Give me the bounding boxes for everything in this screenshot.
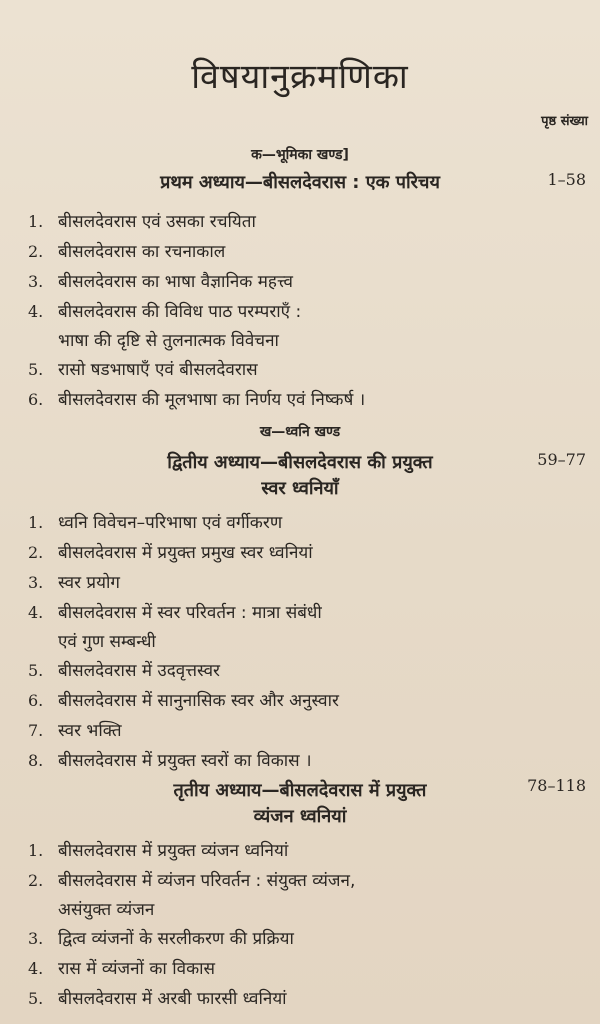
item-number: 7. <box>28 721 44 740</box>
item-text: रासो षडभाषाएँ एवं बीसलदेवरास <box>58 360 258 380</box>
page-number-column-header: पृष्ठ संख्या <box>541 114 588 129</box>
chapter-3-items <box>28 836 588 1014</box>
item-number: 8. <box>28 751 44 770</box>
chapter-3-title-cont: व्यंजन ध्वनियां <box>253 806 347 827</box>
item-number: 2. <box>28 871 44 890</box>
item-number: 1. <box>28 513 44 532</box>
list-item <box>28 508 588 538</box>
item-number: 6. <box>28 691 44 710</box>
list-item <box>28 267 588 297</box>
list-item <box>28 538 588 568</box>
chapter-3-title-text: तृतीय अध्याय—बीसलदेवरास में प्रयुक्त <box>173 780 427 801</box>
list-item <box>28 207 588 237</box>
list-item <box>28 716 588 746</box>
chapter-2-title-text: द्वितीय अध्याय—बीसलदेवरास की प्रयुक्त <box>167 452 433 473</box>
item-text-continued: एवं गुण सम्बन्धी <box>58 632 156 652</box>
item-number: 5. <box>28 989 44 1008</box>
item-text: बीसलदेवरास में प्रयुक्त प्रमुख स्वर ध्वनियां <box>58 543 313 563</box>
item-text: बीसलदेवरास में व्यंजन परिवर्तन : संयुक्त व्यंजन, <box>58 871 356 891</box>
item-text-continued: भाषा की दृष्टि से तुलनात्मक विवेचना <box>58 331 279 351</box>
item-text: स्वर प्रयोग <box>58 573 120 593</box>
list-item <box>28 355 588 385</box>
item-text: बीसलदेवरास में प्रयुक्त स्वरों का विकास । <box>58 751 312 771</box>
item-text: रास में व्यंजनों का विकास <box>58 959 216 979</box>
item-number: 3. <box>28 272 44 291</box>
item-number: 4. <box>28 302 44 321</box>
item-text-continued: असंयुक्त व्यंजन <box>58 900 155 920</box>
list-item <box>28 237 588 267</box>
list-item <box>28 984 588 1014</box>
chapter-1-items <box>28 207 588 415</box>
list-item <box>28 746 588 776</box>
item-text: बीसलदेवरास का रचनाकाल <box>58 242 226 262</box>
item-number: 4. <box>28 603 44 622</box>
list-item <box>28 836 588 866</box>
chapter-2-title <box>0 450 600 502</box>
list-item <box>28 954 588 984</box>
item-number: 2. <box>28 242 44 261</box>
item-text: बीसलदेवरास की विविध पाठ परम्पराएँ : <box>58 302 302 322</box>
list-item <box>28 686 588 716</box>
item-text: बीसलदेवरास में स्वर परिवर्तन : मात्रा संबंधी <box>58 603 322 623</box>
item-text: बीसलदेवरास एवं उसका रचयिता <box>58 212 256 232</box>
item-text: बीसलदेवरास का भाषा वैज्ञानिक महत्त्व <box>58 272 293 292</box>
chapter-3-title <box>0 778 600 830</box>
item-number: 1. <box>28 841 44 860</box>
item-number: 6. <box>28 390 44 409</box>
item-text: स्वर भक्ति <box>58 721 122 741</box>
chapter-3-pages: 78–118 <box>527 776 586 795</box>
item-number: 5. <box>28 661 44 680</box>
chapter-2-pages: 59–77 <box>537 450 586 469</box>
section-heading-2: ख—ध्वनि खण्ड <box>259 424 341 440</box>
section-heading-1: क—भूमिका खण्ड] <box>251 147 349 163</box>
chapter-1-title-text: प्रथम अध्याय—बीसलदेवरास : एक परिचय <box>160 172 440 193</box>
chapter-1-pages: 1–58 <box>547 170 586 189</box>
item-number: 2. <box>28 543 44 562</box>
item-text: ध्वनि विवेचन–परिभाषा एवं वर्गीकरण <box>58 513 283 533</box>
list-item <box>28 568 588 598</box>
list-item <box>28 297 588 355</box>
item-text: बीसलदेवरास में प्रयुक्त व्यंजन ध्वनियां <box>58 841 289 861</box>
chapter-2-items <box>28 508 588 776</box>
page-title: विषयानुक्रमणिका <box>191 57 409 97</box>
item-text: बीसलदेवरास में सानुनासिक स्वर और अनुस्वार <box>58 691 339 711</box>
item-text: बीसलदेवरास में अरबी फारसी ध्वनियां <box>58 989 287 1009</box>
chapter-1-title <box>0 170 600 196</box>
list-item <box>28 866 588 924</box>
list-item <box>28 924 588 954</box>
item-number: 3. <box>28 573 44 592</box>
item-text: बीसलदेवरास में उदवृत्तस्वर <box>58 661 220 681</box>
item-text: बीसलदेवरास की मूलभाषा का निर्णय एवं निष्कर्ष । <box>58 390 366 410</box>
list-item <box>28 598 588 656</box>
item-number: 3. <box>28 929 44 948</box>
item-number: 5. <box>28 360 44 379</box>
list-item <box>28 656 588 686</box>
chapter-2-title-cont: स्वर ध्वनियाँ <box>261 478 339 499</box>
item-text: द्वित्व व्यंजनों के सरलीकरण की प्रक्रिया <box>58 929 294 949</box>
item-number: 1. <box>28 212 44 231</box>
item-number: 4. <box>28 959 44 978</box>
list-item <box>28 385 588 415</box>
